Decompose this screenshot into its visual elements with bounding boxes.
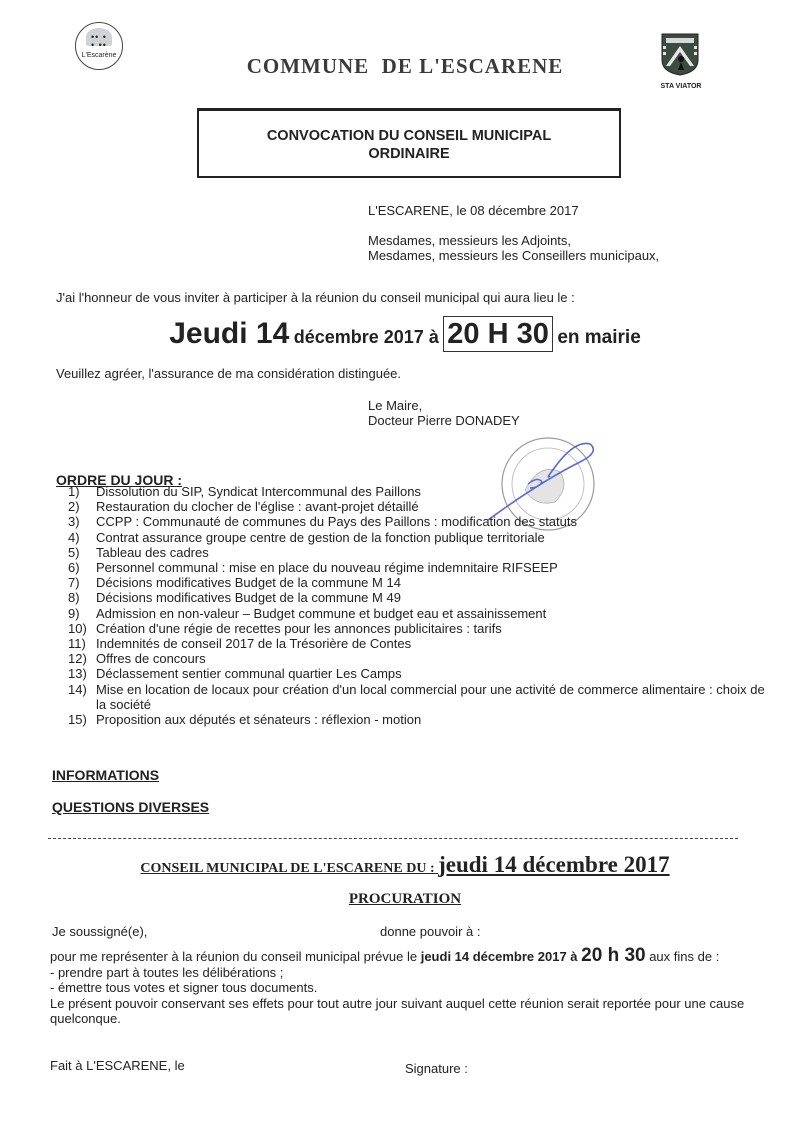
agenda-item-text: Offres de concours xyxy=(96,651,206,667)
agenda-item-text: Décisions modificatives Budget de la commune M 14 xyxy=(96,575,401,591)
procuration-title-prefix: CONSEIL MUNICIPAL DE L'ESCARENE DU : xyxy=(140,861,439,876)
agenda-item-text: Tableau des cadres xyxy=(96,544,209,560)
validity-text: Le présent pouvoir conservant ses effets pour tout autre jour suivant auquel cette réunion serait reportée pour une cause quelconque. xyxy=(50,995,745,1026)
agenda-item xyxy=(68,636,776,651)
agenda-item-number: 5) xyxy=(68,544,80,560)
agenda-item-text: CCPP : Communauté de communes du Pays des Paillons : modification des statuts xyxy=(96,514,577,530)
agenda-item-number: 13) xyxy=(68,666,87,682)
agenda-item xyxy=(68,590,776,605)
agenda-item-number: 2) xyxy=(68,499,80,515)
represent-date xyxy=(420,945,646,966)
informations-heading: INFORMATIONS xyxy=(52,767,160,783)
cut-line-divider xyxy=(48,838,738,839)
agenda-item xyxy=(68,530,776,545)
agenda-item-number: 10) xyxy=(68,620,87,636)
agenda-item xyxy=(68,560,776,575)
meeting-day: Jeudi 14 xyxy=(169,317,290,350)
agenda-item-text: Création d'une régie de recettes pour les annonces publicitaires : tarifs xyxy=(96,620,502,636)
convocation-title-box xyxy=(197,108,621,178)
agenda-item-text: Décisions modificatives Budget de la commune M 49 xyxy=(96,590,401,606)
agenda-item xyxy=(68,712,776,727)
agenda-item-text: Indemnités de conseil 2017 de la Trésorière de Contes xyxy=(96,636,412,652)
agenda-item-text: Mise en location de locaux pour création d'un local commercial pour une activité de commerce alimentaire : choix de la société xyxy=(96,681,765,712)
agenda-item xyxy=(68,499,776,514)
signer-title: Le Maire, xyxy=(368,398,423,413)
signature-label: Signature : xyxy=(405,1061,468,1076)
agenda-item-text: Dissolution du SIP, Syndicat Intercommunal des Paillons xyxy=(96,484,421,499)
convocation-title-line2: ORDINAIRE xyxy=(368,146,450,162)
agenda-item xyxy=(68,575,776,590)
agenda-item-number: 11) xyxy=(68,636,86,652)
agenda-item-text: Proposition aux députés et sénateurs : réflexion - motion xyxy=(96,712,422,728)
agenda-item xyxy=(68,484,776,499)
agenda-item-text: Déclassement sentier communal quartier Les Camps xyxy=(96,666,402,682)
gives-power-label: donne pouvoir à : xyxy=(380,924,481,939)
agenda-item-number: 3) xyxy=(68,514,80,530)
agenda-item xyxy=(68,514,776,529)
closing-formula: Veuillez agréer, l'assurance de ma considération distinguée. xyxy=(56,366,402,381)
agenda-item-number: 14) xyxy=(68,681,87,697)
procuration-title-date: jeudi 14 décembre 2017 xyxy=(438,852,670,877)
agenda-item-number: 8) xyxy=(68,590,80,606)
place-date: L'ESCARENE, le 08 décembre 2017 xyxy=(368,203,579,218)
procuration-heading: PROCURATION xyxy=(348,891,462,907)
represent-time: 20 h 30 xyxy=(581,945,646,966)
represent-sentence xyxy=(50,945,750,966)
undersigned-label: Je soussigné(e), xyxy=(52,924,148,939)
addressee-adjoints: Mesdames, messieurs les Adjoints, xyxy=(368,233,572,248)
point-deliberations: - prendre part à toutes les délibérations ; xyxy=(50,964,284,980)
agenda-list xyxy=(68,484,776,727)
point-votes: - émettre tous votes et signer tous documents. xyxy=(50,980,318,995)
commune-title: COMMUNE DE L'ESCARENE xyxy=(246,54,564,78)
agenda-item-text: Restauration du clocher de l'église : avant-projet détaillé xyxy=(96,499,419,515)
agenda-item-number: 9) xyxy=(68,605,80,621)
agenda-item-number: 15) xyxy=(68,712,87,728)
meeting-date xyxy=(0,316,810,352)
logo-dots: •• • • •• xyxy=(91,32,107,50)
meeting-time: 20 H 30 xyxy=(443,316,553,352)
agenda-item-text: Admission en non-valeur – Budget commune et budget eau et assainissement xyxy=(96,605,547,621)
agenda-item-text: Personnel communal : mise en place du nouveau régime indemnitaire RIFSEEP xyxy=(96,560,558,576)
agenda-item xyxy=(68,621,776,636)
agenda-item-number: 4) xyxy=(68,529,80,545)
meeting-date-text: décembre 2017 à xyxy=(293,327,439,347)
agenda-heading: ORDRE DU JOUR : xyxy=(56,472,183,488)
agenda-item xyxy=(68,651,776,666)
crest-label: STA VIATOR xyxy=(660,83,702,90)
agenda-item-text: Contrat assurance groupe centre de gestion de la fonction publique territoriale xyxy=(96,529,545,545)
questions-heading: QUESTIONS DIVERSES xyxy=(52,799,210,815)
meeting-place: en mairie xyxy=(557,327,641,348)
represent-text: pour me représenter à la réunion du conseil municipal prévue le xyxy=(50,949,421,964)
logo-label: L'Escarène xyxy=(81,52,117,59)
agenda-item-number: 7) xyxy=(68,575,80,591)
agenda-item-number: 12) xyxy=(68,651,87,667)
agenda-item xyxy=(68,545,776,560)
procuration-body xyxy=(50,945,750,1027)
signer-name: Docteur Pierre DONADEY xyxy=(368,413,520,428)
represent-date-text: jeudi 14 décembre 2017 à xyxy=(420,949,582,964)
agenda-item xyxy=(68,606,776,621)
convocation-title-line1: CONVOCATION DU CONSEIL MUNICIPAL xyxy=(266,128,552,144)
procuration-title xyxy=(0,852,810,878)
made-at-label: Fait à L'ESCARENE, le xyxy=(50,1058,185,1073)
represent-post: aux fins de : xyxy=(645,949,720,964)
invitation-intro: J'ai l'honneur de vous inviter à participer à la réunion du conseil municipal qui aura lieu le : xyxy=(56,290,575,305)
addressee-conseillers: Mesdames, messieurs les Conseillers municipaux, xyxy=(368,248,660,263)
agenda-item-number: 6) xyxy=(68,560,80,576)
agenda-item xyxy=(68,666,776,681)
agenda-item xyxy=(68,682,776,712)
agenda-item-number: 1) xyxy=(68,484,80,499)
